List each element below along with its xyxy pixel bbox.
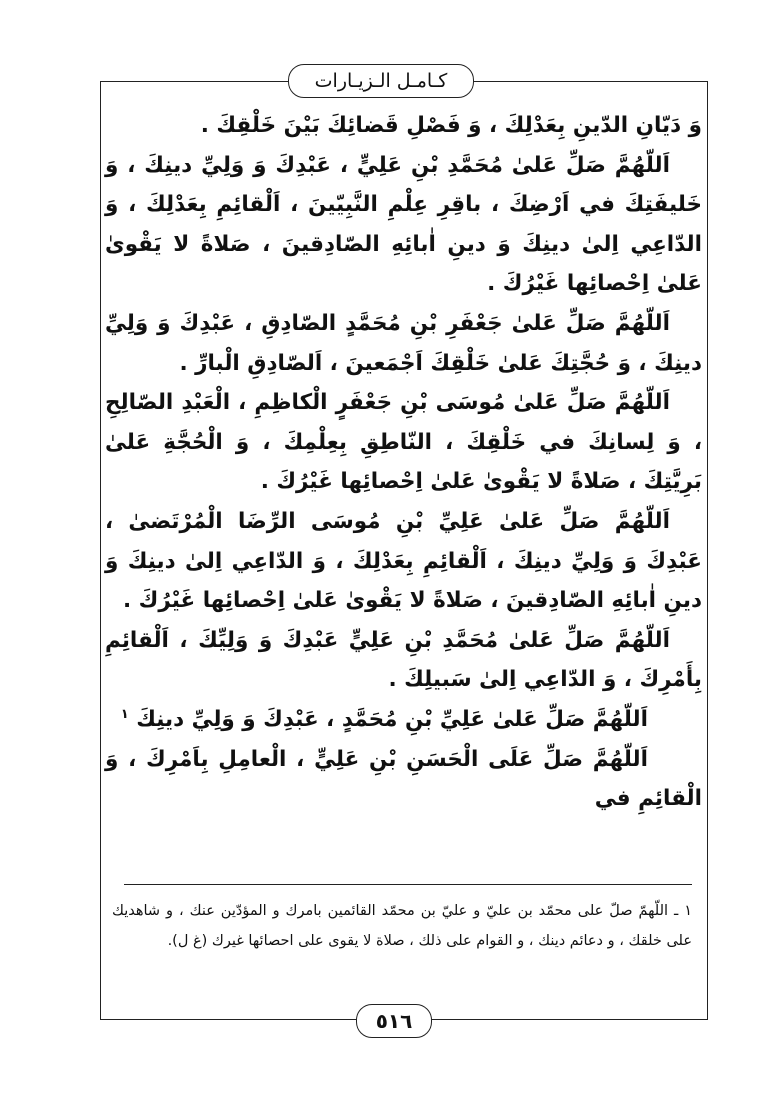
footnote-marker: ١: [120, 706, 129, 722]
paragraph: اَللّهُمَّ صَلِّ عَلىٰ مُوسَى بْنِ جَعْفَرٍ الْكاظِمِ ، الْعَبْدِ الصّالِحِ ، وَ لِسانِكَ في خَلْقِكَ ، النّاطِقِ بِعِلْمِكَ ، وَ الْحُجَّةِ عَلىٰ بَرِيَّتِكَ ، صَلاةً لا يَقْوىٰ عَلىٰ اِحْصائِها غَيْرُكَ .: [105, 390, 702, 495]
paragraph: اَللّهُمَّ صَلِّ عَلىٰ مُحَمَّدِ بْنِ عَلِيٍّ ، عَبْدِكَ وَ وَلِيِّ دينِكَ ، وَ خَليفَتِكَ في اَرْضِكَ ، باقِرِ عِلْمِ النَّبِيّينَ ، اَلْقائِمِ بِعَدْلِكَ ، وَ الدّاعِي اِلىٰ دينِكَ وَ دينِ اٰبائِهِ الصّادِقينَ ، صَلاةً لا يَقْوىٰ عَلىٰ اِحْصائِها غَيْرُكَ .: [105, 152, 702, 297]
paragraph: اَللّهُمَّ صَلِّ عَلَى الْحَسَنِ بْنِ عَلِيٍّ ، الْعامِلِ بِاَمْرِكَ ، وَ الْقائِمِ في: [105, 746, 702, 812]
paragraph: اَللّهُمَّ صَلِّ عَلىٰ جَعْفَرِ بْنِ مُحَمَّدٍ الصّادِقِ ، عَبْدِكَ وَ وَلِيِّ دينِكَ ، وَ حُجَّتِكَ عَلىٰ خَلْقِكَ اَجْمَعينَ ، اَلصّادِقِ الْبارِّ .: [105, 310, 702, 376]
footnote: [112, 896, 692, 956]
page-number: ٥١٦: [375, 1009, 413, 1033]
page-number-badge: [356, 1004, 432, 1038]
paragraph: وَ دَيّانِ الدّينِ بِعَدْلِكَ ، وَ فَصْلِ قَضائِكَ بَيْنَ خَلْقِكَ .: [200, 113, 702, 138]
footnote-text: ١ ـ اللّهمّ صلّ على محمّد بن عليّ و عليّ بن محمّد القائمين بامرك و المؤدّين عنك ، و شاهديك على خلقك ، و دعائم دينك ، و القوام على ذلك ، صلاة لا يقوى على احصائها غيرك (غ ل).: [112, 903, 692, 949]
paragraph-text: اَللّهُمَّ صَلِّ عَلىٰ عَلِيِّ بْنِ مُحَمَّدٍ ، عَبْدِكَ وَ وَلِيِّ دينِكَ: [136, 706, 648, 732]
footnote-divider: [124, 884, 692, 885]
paragraph: اَللّهُمَّ صَلِّ عَلىٰ مُحَمَّدِ بْنِ عَلِيٍّ عَبْدِكَ وَ وَلِيِّكَ ، اَلْقائِمِ بِأَمْرِكَ ، وَ الدّاعِي اِلىٰ سَبيلِكَ .: [105, 627, 702, 693]
prayer-text: [105, 106, 702, 819]
paragraph-with-footnote: [105, 700, 702, 740]
paragraph: اَللّهُمَّ صَلِّ عَلىٰ عَلِيِّ بْنِ مُوسَى الرِّضَا الْمُرْتَضىٰ ، عَبْدِكَ وَ وَلِيِّ دينِكَ ، اَلْقائِمِ بِعَدْلِكَ ، وَ الدّاعِي اِلىٰ دينِكَ وَ دينِ اٰبائِهِ الصّادِقينَ ، صَلاةً لا يَقْوىٰ عَلىٰ اِحْصائِها غَيْرُكَ .: [105, 508, 702, 614]
book-title-header: [288, 64, 474, 98]
book-title: كـامـل الـزيـارات: [314, 70, 448, 92]
